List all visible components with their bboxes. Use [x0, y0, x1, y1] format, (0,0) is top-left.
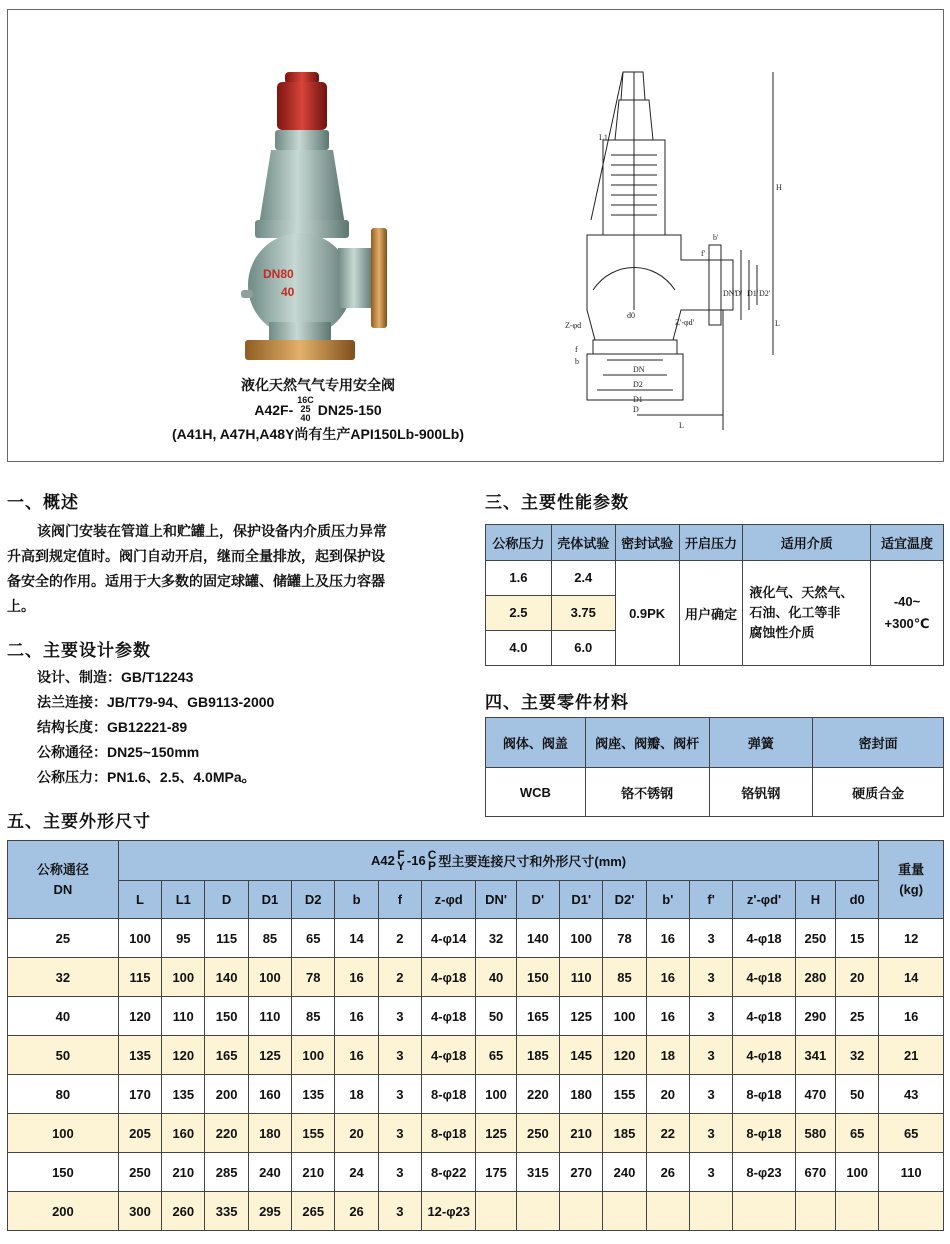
product-model [108, 396, 528, 423]
dims-cell: 8-φ18 [733, 1114, 795, 1153]
dims-weight-header [879, 841, 944, 919]
dim-label-d-prime: D' [735, 289, 743, 298]
dims-dn-cell: 80 [8, 1075, 119, 1114]
dims-cell: 4-φ18 [422, 1036, 476, 1075]
table-row [8, 1192, 944, 1231]
dims-cell: 78 [603, 919, 646, 958]
dims-title-p: P [428, 858, 437, 873]
dims-cell: 50 [476, 997, 516, 1036]
dims-cell: 8-φ18 [422, 1075, 476, 1114]
perf-temperature [871, 561, 944, 666]
dims-cell: 16 [646, 958, 689, 997]
overview-text [7, 519, 447, 619]
table-row [8, 958, 944, 997]
materials-table [485, 717, 944, 817]
dims-title-c: C [427, 847, 437, 862]
dims-cell: 25 [836, 997, 879, 1036]
dim-label-l: L [775, 319, 780, 328]
table-row [8, 1114, 944, 1153]
dim-label-z-d: Z-φd [565, 321, 582, 330]
dims-header: L [118, 881, 161, 919]
dims-dn-cell: 25 [8, 919, 119, 958]
dims-cell: 185 [516, 1036, 559, 1075]
dims-cell: 24 [335, 1153, 378, 1192]
dims-cell: 280 [795, 958, 835, 997]
dim-label-b-prime: b' [713, 233, 719, 242]
design-item: 设计、制造：GB/T12243 [37, 669, 194, 685]
dims-cell [476, 1192, 516, 1231]
dims-cell: 100 [603, 997, 646, 1036]
model-prefix: A42F- [254, 401, 294, 418]
dims-cell: 200 [205, 1075, 248, 1114]
dims-cell [560, 1192, 603, 1231]
dims-cell: 250 [516, 1114, 559, 1153]
table-row [8, 919, 944, 958]
dims-cell: 125 [476, 1114, 516, 1153]
perf-medium [743, 561, 871, 666]
dims-cell: 300 [118, 1192, 161, 1231]
dims-title-row [8, 841, 944, 881]
perf-header: 开启压力 [679, 525, 743, 561]
dims-cell: 8-φ18 [733, 1075, 795, 1114]
sectional-drawing [563, 60, 793, 440]
dims-cell: 26 [646, 1153, 689, 1192]
dims-cell: 210 [292, 1153, 335, 1192]
dim-label-d2: D2 [633, 380, 643, 389]
dims-weight-cell: 21 [879, 1036, 944, 1075]
dims-cell: 290 [795, 997, 835, 1036]
dims-cell: 3 [378, 997, 421, 1036]
dims-cell: 140 [516, 919, 559, 958]
table-row [8, 1075, 944, 1114]
dims-cell: 3 [378, 1153, 421, 1192]
plate-text-pressure: 40 [281, 285, 295, 299]
dims-title-f: F [397, 847, 405, 862]
dims-cell: 120 [118, 997, 161, 1036]
dims-cell: 120 [603, 1036, 646, 1075]
dim-label-h: H [776, 183, 782, 192]
pressure-bot: 40 [300, 413, 311, 423]
dims-cell: 165 [205, 1036, 248, 1075]
dims-cell: 18 [335, 1075, 378, 1114]
dims-cell: 16 [335, 997, 378, 1036]
dims-cell: 3 [378, 1114, 421, 1153]
dims-cell: 3 [689, 958, 732, 997]
dims-cell: 180 [248, 1114, 291, 1153]
dims-cell: 341 [795, 1036, 835, 1075]
dims-cell: 250 [118, 1153, 161, 1192]
dims-cell: 335 [205, 1192, 248, 1231]
design-params [37, 665, 274, 790]
mat-cell: 铬钒钢 [709, 768, 813, 817]
dims-table-title [118, 841, 879, 881]
dims-cell: 100 [292, 1036, 335, 1075]
dims-cell: 100 [560, 919, 603, 958]
mat-header: 阀体、阀盖 [486, 718, 586, 768]
dims-cell: 16 [335, 1036, 378, 1075]
dims-cell: 145 [560, 1036, 603, 1075]
dims-header: D1' [560, 881, 603, 919]
dims-cell: 3 [689, 1036, 732, 1075]
dims-cell: 270 [560, 1153, 603, 1192]
overview-line: 该阀门安装在管道上和贮罐上，保护设备内介质压力异常 [37, 523, 387, 539]
table-row [486, 561, 944, 596]
section-dimensions-title: 五、主要外形尺寸 [7, 812, 151, 831]
dims-cell: 16 [646, 997, 689, 1036]
overview-line: 备安全的作用。适用于大多数的固定球罐、储罐上及压力容器 [7, 573, 385, 589]
dims-cell: 120 [162, 1036, 205, 1075]
dims-cell [603, 1192, 646, 1231]
design-item: 公称通径：DN25~150mm [37, 744, 200, 760]
dims-cell: 18 [646, 1036, 689, 1075]
dims-cell: 65 [836, 1114, 879, 1153]
dims-cell: 180 [560, 1075, 603, 1114]
dims-cell: 20 [335, 1114, 378, 1153]
dims-dn-cell: 40 [8, 997, 119, 1036]
dims-cell: 150 [516, 958, 559, 997]
dims-cell: 265 [292, 1192, 335, 1231]
dims-cell: 4-φ18 [733, 1036, 795, 1075]
perf-cell: 2.5 [486, 595, 552, 630]
dim-label-f: f [575, 345, 578, 354]
section-materials-title: 四、主要零件材料 [485, 693, 629, 712]
dims-cell: 170 [118, 1075, 161, 1114]
dims-cell: 4-φ18 [422, 958, 476, 997]
dims-header: DN' [476, 881, 516, 919]
dims-cell: 670 [795, 1153, 835, 1192]
dims-weight-cell: 12 [879, 919, 944, 958]
dim-label-f-prime: f' [701, 249, 706, 258]
perf-temp-line: +300℃ [884, 616, 930, 631]
dims-cell: 8-φ18 [422, 1114, 476, 1153]
dims-weight-sub: (kg) [899, 881, 924, 897]
mat-cell: 硬质合金 [813, 768, 944, 817]
dims-cell [795, 1192, 835, 1231]
dims-header-row [8, 881, 944, 919]
perf-open-pressure: 用户确定 [679, 561, 743, 666]
dims-cell: 3 [378, 1192, 421, 1231]
dims-dn-cell: 200 [8, 1192, 119, 1231]
dims-cell: 150 [205, 997, 248, 1036]
dims-header: f' [689, 881, 732, 919]
dims-cell: 100 [118, 919, 161, 958]
dim-label-l-bottom: L [679, 421, 684, 430]
dims-cell: 50 [836, 1075, 879, 1114]
materials-header-row [486, 718, 944, 768]
dims-dn-sub: DN [53, 881, 73, 897]
dims-header: f [378, 881, 421, 919]
dim-label-d1: D1 [633, 395, 643, 404]
dims-cell: 20 [646, 1075, 689, 1114]
dim-label-b: b [575, 357, 579, 366]
dims-cell: 8-φ22 [422, 1153, 476, 1192]
dims-cell: 85 [292, 997, 335, 1036]
dims-cell: 155 [292, 1114, 335, 1153]
dims-cell: 220 [516, 1075, 559, 1114]
dims-cell [689, 1192, 732, 1231]
dims-cell: 165 [516, 997, 559, 1036]
dims-cell: 4-φ18 [733, 997, 795, 1036]
dims-cell: 3 [378, 1036, 421, 1075]
perf-temp-line: -40~ [893, 594, 921, 609]
dims-cell: 135 [292, 1075, 335, 1114]
dims-header: z'-φd' [733, 881, 795, 919]
perf-cell: 2.4 [551, 561, 615, 596]
perf-cell: 6.0 [551, 630, 615, 665]
dims-cell: 78 [292, 958, 335, 997]
overview-line: 上。 [7, 598, 35, 614]
dims-cell: 85 [603, 958, 646, 997]
dims-cell: 2 [378, 958, 421, 997]
dim-label-dn: DN [633, 365, 645, 374]
dim-label-d: D [633, 405, 639, 414]
dims-header: D2' [603, 881, 646, 919]
dims-cell: 100 [476, 1075, 516, 1114]
dims-cell: 240 [248, 1153, 291, 1192]
dims-dn-label: 公称通径 [36, 861, 89, 877]
product-name: 液化天然气气专用安全阀 [241, 377, 395, 393]
dims-cell: 3 [689, 919, 732, 958]
dim-label-l1: L1 [599, 133, 608, 142]
dims-cell: 3 [378, 1075, 421, 1114]
dims-cell: 580 [795, 1114, 835, 1153]
performance-table [485, 524, 944, 666]
dims-cell: 155 [603, 1075, 646, 1114]
dim-label-d2-prime: D2' [759, 289, 771, 298]
dims-header: D' [516, 881, 559, 919]
dims-weight-cell: 65 [879, 1114, 944, 1153]
dims-cell: 4-φ18 [733, 958, 795, 997]
dims-cell [836, 1192, 879, 1231]
perf-cell: 4.0 [486, 630, 552, 665]
dims-cell: 3 [689, 1114, 732, 1153]
dims-cell: 240 [603, 1153, 646, 1192]
dims-header: D1 [248, 881, 291, 919]
dims-cell: 315 [516, 1153, 559, 1192]
valve-photo [233, 60, 403, 375]
design-item: 法兰连接：JB/T79-94、GB9113-2000 [37, 694, 275, 710]
model-range: DN25-150 [317, 401, 382, 418]
dims-cell [733, 1192, 795, 1231]
dims-cell: 115 [205, 919, 248, 958]
perf-cell: 3.75 [551, 595, 615, 630]
dims-cell: 125 [248, 1036, 291, 1075]
dim-label-d0: d0 [627, 311, 635, 320]
table-row [486, 768, 944, 817]
dims-cell: 140 [205, 958, 248, 997]
dim-label-z-d-prime: Z'-φd' [675, 318, 695, 327]
dims-cell: 220 [205, 1114, 248, 1153]
model-pressure-stack [297, 396, 314, 423]
dims-header: L1 [162, 881, 205, 919]
design-item: 公称压力：PN1.6、2.5、4.0MPa。 [37, 769, 256, 785]
dims-dn-header [8, 841, 119, 919]
dims-cell: 95 [162, 919, 205, 958]
dims-cell [516, 1192, 559, 1231]
dims-weight-cell: 16 [879, 997, 944, 1036]
perf-medium-line: 液化气、天然气、 [749, 585, 854, 600]
section-design-title: 二、主要设计参数 [7, 641, 151, 660]
dims-cell: 4-φ18 [422, 997, 476, 1036]
dim-label-d1-prime: D1' [747, 289, 759, 298]
pressure-top: 16C [297, 395, 314, 405]
dims-weight-cell [879, 1192, 944, 1231]
product-note: (A41H, A47H,A48Y尚有生产API150Lb-900Lb) [171, 426, 464, 442]
dims-title-suffix: 型主要连接尺寸和外形尺寸(mm) [438, 854, 627, 869]
perf-header: 适用介质 [743, 525, 871, 561]
dims-cell: 115 [118, 958, 161, 997]
mat-header: 弹簧 [709, 718, 813, 768]
dims-cell: 2 [378, 919, 421, 958]
performance-header-row [486, 525, 944, 561]
perf-header: 壳体试验 [551, 525, 615, 561]
dims-cell: 4-φ18 [733, 919, 795, 958]
dims-cell: 285 [205, 1153, 248, 1192]
table-row [8, 1036, 944, 1075]
dims-cell: 85 [248, 919, 291, 958]
dims-cell: 100 [248, 958, 291, 997]
dims-cell: 210 [560, 1114, 603, 1153]
dims-header: D2 [292, 881, 335, 919]
dims-cell: 26 [335, 1192, 378, 1231]
dims-cell: 250 [795, 919, 835, 958]
dims-title-y: Y [396, 858, 405, 873]
dims-cell: 110 [560, 958, 603, 997]
dims-cell: 65 [476, 1036, 516, 1075]
dims-cell: 20 [836, 958, 879, 997]
perf-seal-test: 0.9PK [615, 561, 679, 666]
dims-header: H [795, 881, 835, 919]
perf-medium-line: 腐蚀性介质 [749, 625, 815, 640]
perf-header: 密封试验 [615, 525, 679, 561]
dims-cell: 40 [476, 958, 516, 997]
dims-cell: 125 [560, 997, 603, 1036]
dims-header: D [205, 881, 248, 919]
dims-cell: 22 [646, 1114, 689, 1153]
dims-cell: 160 [248, 1075, 291, 1114]
mat-cell: WCB [486, 768, 586, 817]
perf-cell: 1.6 [486, 561, 552, 596]
dims-cell: 16 [646, 919, 689, 958]
dimensions-table [7, 840, 944, 1231]
dims-cell: 3 [689, 1153, 732, 1192]
dims-cell: 4-φ14 [422, 919, 476, 958]
dims-cell: 65 [292, 919, 335, 958]
dims-title-mid: -16 [406, 853, 426, 868]
dims-cell: 175 [476, 1153, 516, 1192]
dims-cell: 3 [689, 1075, 732, 1114]
dims-weight-label: 重量 [898, 861, 925, 877]
dim-label-dn-prime: DN' [723, 289, 736, 298]
dims-header: b' [646, 881, 689, 919]
dims-weight-cell: 110 [879, 1153, 944, 1192]
table-row [8, 997, 944, 1036]
dims-header: z-φd [422, 881, 476, 919]
dims-cell: 110 [248, 997, 291, 1036]
dims-cell: 160 [162, 1114, 205, 1153]
section-overview-title: 一、概述 [7, 493, 79, 512]
dims-title-prefix: A42 [371, 853, 395, 868]
dims-cell: 8-φ23 [733, 1153, 795, 1192]
dims-cell: 210 [162, 1153, 205, 1192]
dims-cell: 32 [836, 1036, 879, 1075]
dims-cell [646, 1192, 689, 1231]
dims-cell: 470 [795, 1075, 835, 1114]
pressure-mid: 25 [300, 404, 311, 414]
dims-dn-cell: 50 [8, 1036, 119, 1075]
perf-header: 适宜温度 [871, 525, 944, 561]
dims-header: b [335, 881, 378, 919]
mat-header: 阀座、阀瓣、阀杆 [585, 718, 709, 768]
product-panel [7, 9, 944, 462]
dims-dn-cell: 32 [8, 958, 119, 997]
dims-cell: 185 [603, 1114, 646, 1153]
dims-weight-cell: 43 [879, 1075, 944, 1114]
dims-cell: 260 [162, 1192, 205, 1231]
dims-cell: 3 [689, 997, 732, 1036]
perf-medium-line: 石油、化工等非 [749, 605, 841, 620]
dims-body [8, 919, 944, 1231]
dims-dn-cell: 150 [8, 1153, 119, 1192]
dims-cell: 135 [118, 1036, 161, 1075]
perf-header: 公称压力 [486, 525, 552, 561]
dims-cell: 135 [162, 1075, 205, 1114]
dims-cell: 32 [476, 919, 516, 958]
mat-header: 密封面 [813, 718, 944, 768]
dims-cell: 16 [335, 958, 378, 997]
design-item: 结构长度：GB12221-89 [37, 719, 188, 735]
table-row [8, 1153, 944, 1192]
dims-cell: 100 [162, 958, 205, 997]
dims-cell: 15 [836, 919, 879, 958]
dims-cell: 100 [836, 1153, 879, 1192]
dims-header: d0 [836, 881, 879, 919]
dims-cell: 14 [335, 919, 378, 958]
plate-text-dn: DN80 [263, 267, 294, 281]
overview-line: 升高到规定值时。阀门自动开启，继而全量排放，起到保护设 [7, 548, 385, 564]
dims-cell: 12-φ23 [422, 1192, 476, 1231]
dims-weight-cell: 14 [879, 958, 944, 997]
dims-cell: 110 [162, 997, 205, 1036]
product-caption [108, 376, 528, 443]
dims-cell: 295 [248, 1192, 291, 1231]
dims-cell: 205 [118, 1114, 161, 1153]
dims-dn-cell: 100 [8, 1114, 119, 1153]
mat-cell: 铬不锈钢 [585, 768, 709, 817]
section-performance-title: 三、主要性能参数 [485, 493, 629, 512]
